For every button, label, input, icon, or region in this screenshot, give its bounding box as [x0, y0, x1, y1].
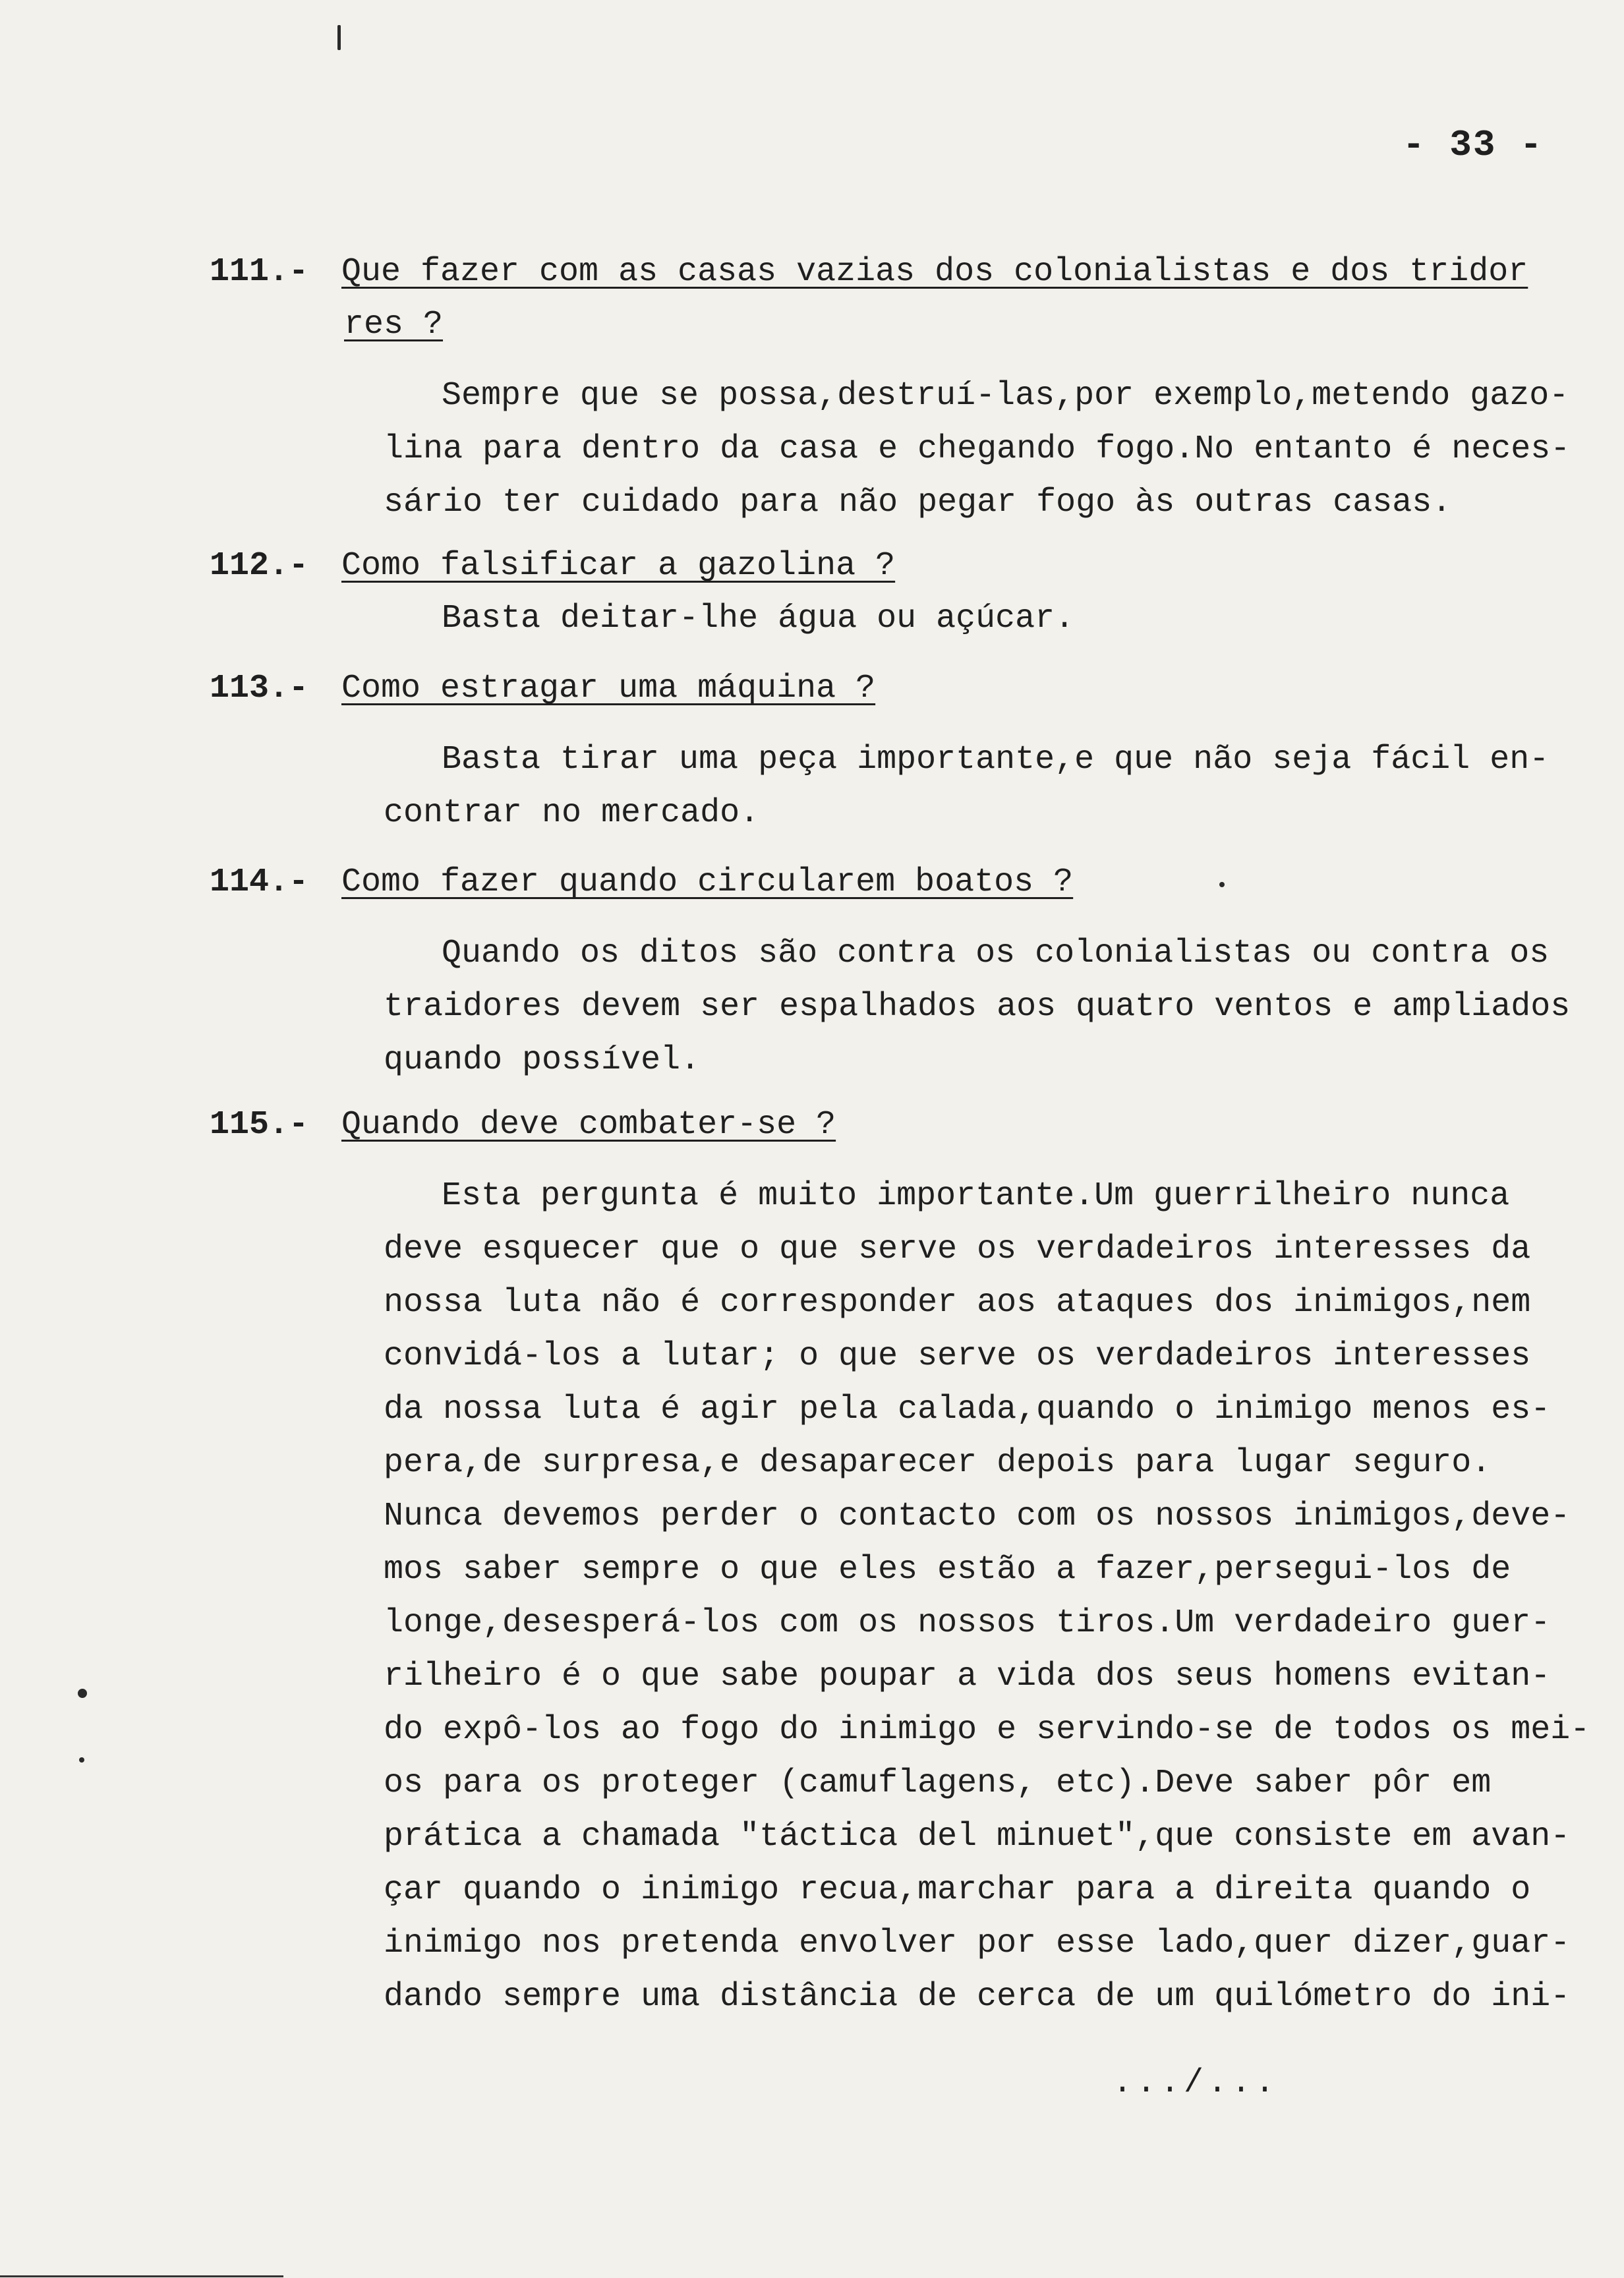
answer-line: mos saber sempre o que eles estão a fazer,persegui-los de	[384, 1551, 1511, 1589]
question-number: 112.-	[210, 547, 309, 585]
answer-line: convidá-los a lutar; o que serve os verdadeiros interesses	[384, 1337, 1531, 1375]
answer-line: da nossa luta é agir pela calada,quando o inimigo menos es-	[384, 1391, 1551, 1428]
answer-112	[384, 592, 1570, 645]
answer-113	[384, 733, 1570, 840]
answer-line: Basta deitar-lhe água ou açúcar.	[442, 600, 1075, 637]
question-title: Como fazer quando circularem boatos ?	[341, 863, 1074, 901]
answer-114	[384, 927, 1570, 1087]
scan-edge-line	[0, 2275, 283, 2277]
answer-line: os para os proteger (camuflagens, etc).Deve saber pôr em	[384, 1765, 1492, 1802]
answer-line: rilheiro é o que sabe poupar a vida dos seus homens evitan-	[384, 1658, 1551, 1695]
question-114	[210, 856, 1554, 909]
answer-line: Nunca devemos perder o contacto com os nossos inimigos,deve-	[384, 1498, 1571, 1535]
question-115	[210, 1098, 1554, 1152]
answer-line: do expô-los ao fogo do inimigo e servindo-se de todos os mei-	[384, 1711, 1590, 1749]
answer-line: Quando os ditos são contra os colonialistas ou contra os	[442, 935, 1550, 972]
answer-111	[384, 369, 1570, 529]
question-title: Que fazer com as casas vazias dos colonialistas e dos tridor	[341, 253, 1528, 291]
continuation-marker: .../...	[1113, 2064, 1279, 2102]
answer-line: Basta tirar uma peça importante,e que não seja fácil en-	[442, 741, 1550, 778]
answer-line: çar quando o inimigo recua,marchar para a direita quando o	[384, 1871, 1531, 1909]
answer-115	[384, 1169, 1590, 2024]
question-title: Quando deve combater-se ?	[341, 1106, 836, 1144]
answer-line: longe,desesperá-los com os nossos tiros.Um verdadeiro guer-	[384, 1604, 1551, 1642]
scan-speck	[337, 25, 341, 50]
answer-line: inimigo nos pretenda envolver por esse lado,quer dizer,guar-	[384, 1925, 1571, 1962]
question-number: 111.-	[210, 253, 309, 291]
page-number: - 33 -	[1403, 124, 1544, 166]
answer-line: dando sempre uma distância de cerca de um quilómetro do ini-	[384, 1978, 1571, 2016]
question-title-continuation: res ?	[344, 306, 444, 343]
question-number: 114.-	[210, 863, 309, 901]
answer-line: traidores devem ser espalhados aos quatro ventos e ampliados	[384, 988, 1571, 1026]
scan-speck	[79, 1757, 84, 1763]
answer-line: nossa luta não é corresponder aos ataques dos inimigos,nem	[384, 1284, 1531, 1322]
question-title: Como estragar uma máquina ?	[341, 670, 876, 707]
answer-line: sário ter cuidado para não pegar fogo às outras casas.	[384, 484, 1452, 521]
question-111	[210, 245, 1554, 299]
question-title: Como falsificar a gazolina ?	[341, 547, 896, 585]
answer-line: contrar no mercado.	[384, 794, 760, 832]
answer-line: quando possível.	[384, 1041, 701, 1079]
question-113	[210, 662, 1554, 715]
answer-line: prática a chamada "táctica del minuet",que consiste em avan-	[384, 1818, 1571, 1855]
answer-line: pera,de surpresa,e desaparecer depois para lugar seguro.	[384, 1444, 1492, 1482]
answer-line: Esta pergunta é muito importante.Um guerrilheiro nunca	[442, 1177, 1510, 1215]
question-number: 115.-	[210, 1106, 309, 1144]
question-number: 113.-	[210, 670, 309, 707]
scan-speck	[1219, 882, 1225, 887]
answer-line: Sempre que se possa,destruí-las,por exemplo,metendo gazo-	[442, 377, 1569, 415]
answer-line: lina para dentro da casa e chegando fogo.No entanto é neces-	[384, 430, 1571, 468]
answer-line: deve esquecer que o que serve os verdadeiros interesses da	[384, 1231, 1531, 1268]
question-112	[210, 539, 1554, 593]
scan-speck	[78, 1689, 87, 1698]
